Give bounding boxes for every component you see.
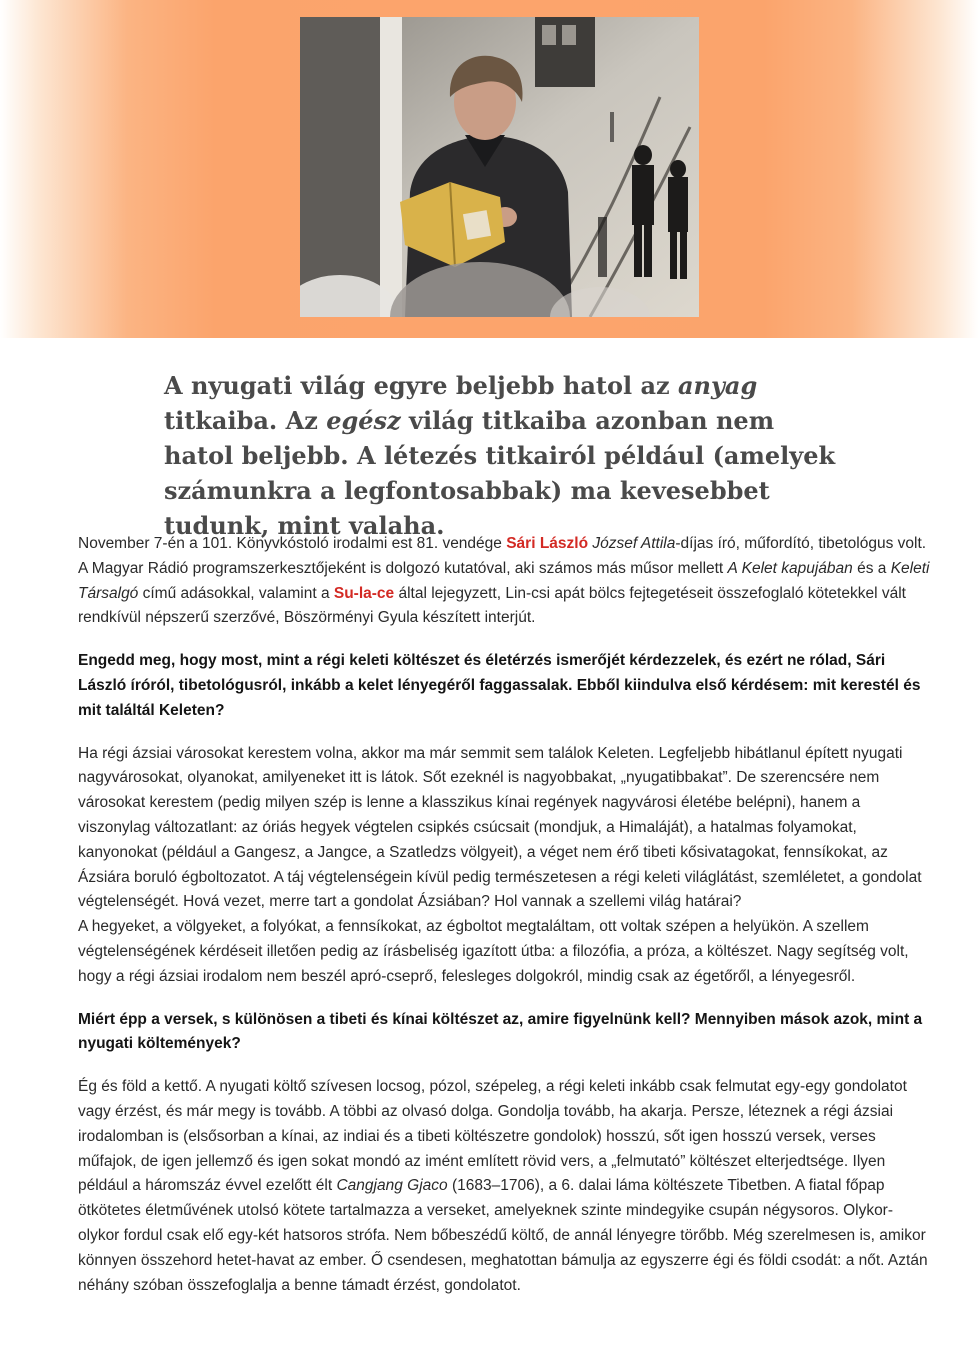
interview-answer-2: Ég és föld a kettő. A nyugati költő szívesen locsog, pózol, szépeleg, a régi keleti inkább csak felmutat egy-egy gondolatot vagy érzést, és már megy is tovább. A többi az olvasó dolga. Gondolja tovább, ha akarja. Persze, léteznek a régi ázsiai irodalomban is (elsősorban a kínai, az indiai és a tibeti költészetre gondolok) hosszú, sőt igen hosszú versek, verses műfajok, de igen jellemző és igen sokat mondó az imént említett rövid vers, a „felmutató” költészet elterjedtsége. Ilyen például a háromszáz évvel ezelőtt élt Cangjang Gjaco (1683–1706), a 6. dalai láma költészete Tibetben. A fiatal főpap ötkötetes életművének utolsó kötete tartalmazza a verseket, amelyeknek szinte mindegyike csupán négysoros. Olykor-olykor fordul csak elő egy-két hatsoros strófa. Nem bőbeszédű költő, de annál lényegre törőbb. Még szerelmesen is, amikor könnyen összehord hetet-havat az ember. Ő csendesen, meghatottan bámulja az egyszerre égi és földi csodát: a nőt. Aztán néhány szóban összefoglalja a benne támadt érzést, gondolatot.: [78, 1078, 928, 1294]
author-link[interactable]: Sári László: [506, 535, 589, 552]
interview-question-1: Engedd meg, hogy most, mint a régi keleti költészet és életérzés ismerőjét kérdezzelek, és ezért ne rólad, Sári László íróról, tibetológusról, inkább a kelet lényegéről faggassalak. Ebből kiindulva első kérdésem: mit kerestél és mit találtál Keleten?: [78, 652, 921, 719]
hero-photo: [300, 17, 699, 317]
interview-answer-1: Ha régi ázsiai városokat kerestem volna, akkor ma már semmit sem találok Keleten. Legfeljebb hibátlanul épített nyugati nagyvárosokat, olyanokat, amilyeneket itt is látok. Sőt ezeknél is nagyobbakat, „nyugatibbakat”. De szerencsére nem városokat kerestem (pedig milyen szép is lenne a klasszikus kínai regények nagyvárosi életébe belépni), hanem a viszonylag változatlant: az óriás hegyek végtelen csipkés csúcsait (mondjuk, a Himaláját), a hatalmas folyamokat, kanyonokat (például a Gangesz, a Jangce, a Szatledzs völgyeit), a véget nem érő tibeti kősivatagokat, fennsíkokat, az Ázsiára boruló égboltozatot. A táj végtelenségein kívül pedig természetesen a régi keleti világlátást, szemléletet, a gondolat végtelenségét. Hová vezet, merre tart a gondolat Ázsiában? Hol vannak a szellemi világ határai? A hegyeket, a völgyeket, a folyókat, a fennsíkokat, az égboltot megtaláltam, ott voltak szépen a helyükön. A szellem végtelenségének kérdéseit illetően pedig az írásbeliség igazított útba: a filozófia, a próza, a költészet. Nagy segítség volt, hogy a régi ázsiai irodalom nem beszél apró-cseprő, felesleges dolgokról, mindig csak az égetőről, a lényegesről.: [78, 744, 922, 985]
hero-banner: [0, 0, 979, 338]
intro-paragraph: November 7-én a 101. Könyvkóstoló irodalmi est 81. vendége Sári László József Attila-díjas író, műfordító, tibetológus volt. A Magyar Rádió programszerkesztőjeként is dolgozó kutatóval, aki számos más műsor mellett A Kelet kapujában és a Keleti Társalgó című adásokkal, valamint a Su-la-ce által lejegyzett, Lin-csi apát bölcs fejtegetéseit összefoglaló kötetekkel vált rendkívül népszerű szerzővé, Böszörményi Gyula készített interjút.: [78, 535, 930, 627]
quote-emphasis-anyag: anyag: [677, 371, 758, 400]
interview-question-2: Miért épp a versek, s különösen a tibeti és kínai költészet az, amire figyelnünk kell? Mennyiben mások azok, mint a nyugati költemények?: [78, 1010, 923, 1053]
sulace-link[interactable]: Su-la-ce: [333, 584, 395, 602]
article-body: [78, 532, 934, 1316]
pull-quote: A nyugati világ egyre beljebb hatol az anyag titkaiba. Az egész világ titkaiba azonban nem hatol beljebb. A létezés titkairól például (amelyek számunkra a legfontosabbak) ma kevesebbet tudunk, mint valaha.: [164, 371, 836, 540]
quote-emphasis-egesz: egész: [326, 406, 401, 435]
